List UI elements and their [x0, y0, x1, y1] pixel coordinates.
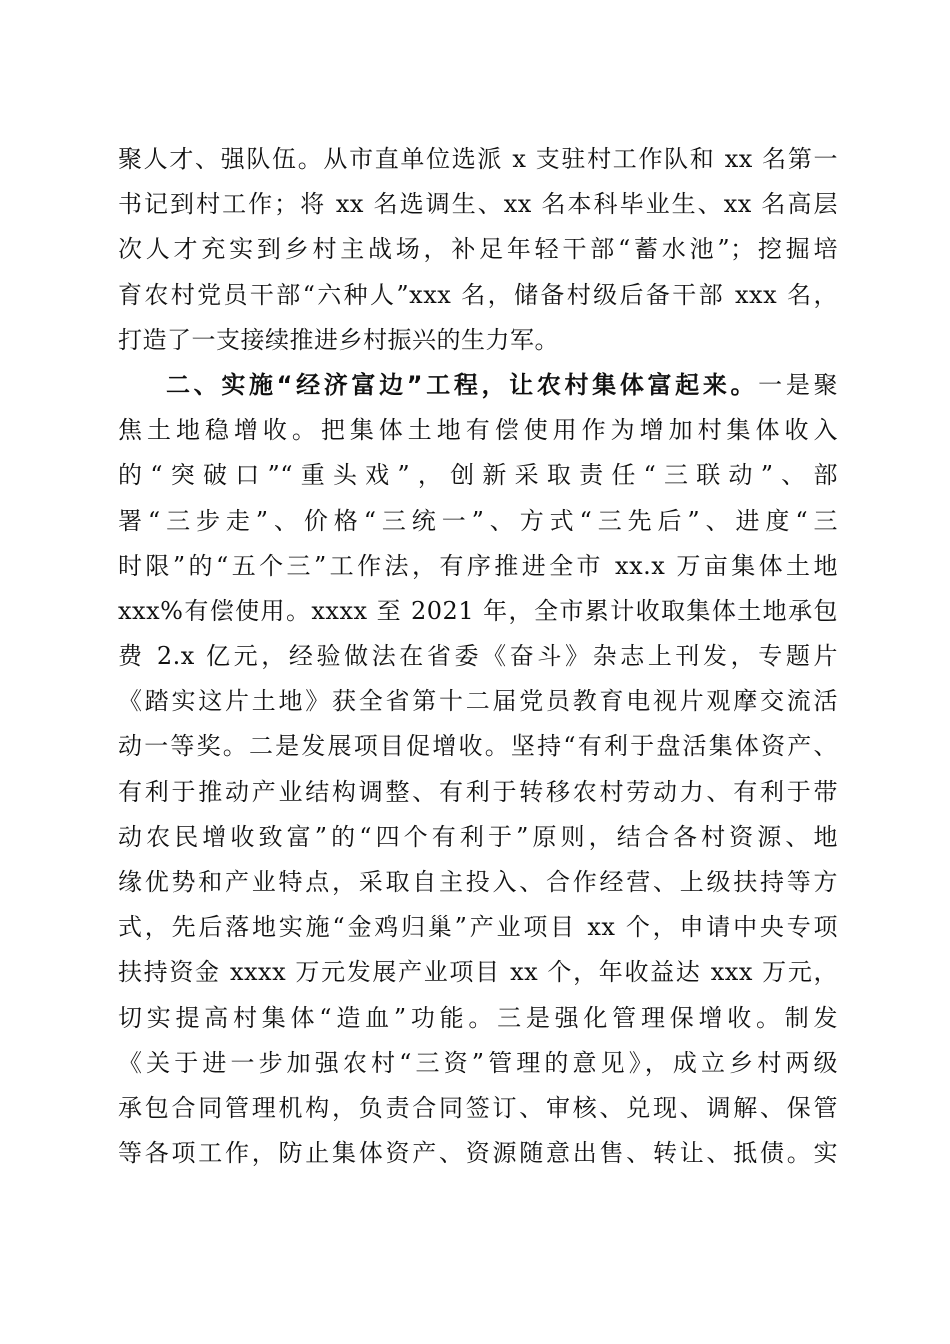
heading-continuation: 一是聚 [758, 370, 838, 399]
text-line: 等各项工作，防止集体资产、资源随意出售、转让、抵债。实 [118, 1139, 838, 1168]
text-line: 署“三步走”、价格“三统一”、方式“三先后”、进度“三 [118, 506, 838, 535]
text-line: 的“突破口”“重头戏”，创新采取责任“三联动”、部 [118, 461, 838, 490]
text-line: 育农村党员干部“六种人”xxx 名，储备村级后备干部 xxx 名， [118, 280, 838, 309]
text-line: 打造了一支接续推进乡村振兴的生力军。 [118, 325, 559, 354]
section-heading-line [118, 363, 838, 408]
text-line: 次人才充实到乡村主战场，补足年轻干部“蓄水池”；挖掘培 [118, 235, 838, 264]
text-line: 扶持资金 xxxx 万元发展产业项目 xx 个，年收益达 xxx 万元， [118, 958, 838, 987]
text-line: 时限”的“五个三”工作法，有序推进全市 xx.x 万亩集体土地 [118, 551, 838, 580]
text-line: 有利于推动产业结构调整、有利于转移农村劳动力、有利于带 [118, 777, 838, 806]
text-line: 承包合同管理机构，负责合同签订、审核、兑现、调解、保管 [118, 1093, 838, 1122]
text-line: 书记到村工作；将 xx 名选调生、xx 名本科毕业生、xx 名高层 [118, 190, 838, 219]
text-line: 式，先后落地实施“金鸡归巢”产业项目 xx 个，申请中央专项 [118, 913, 838, 942]
text-line: xxx%有偿使用。xxxx 至 2021 年，全市累计收取集体土地承包 [118, 596, 838, 625]
text-line: 切实提高村集体“造血”功能。三是强化管理保增收。制发 [118, 1003, 838, 1032]
text-line: 《关于进一步加强农村“三资”管理的意见》，成立乡村两级 [118, 1048, 838, 1077]
text-line: 《踏实这片土地》获全省第十二届党员教育电视片观摩交流活 [118, 687, 838, 716]
text-line: 焦土地稳增收。把集体土地有偿使用作为增加村集体收入 [118, 416, 838, 445]
text-line: 聚人才、强队伍。从市直单位选派 x 支驻村工作队和 xx 名第一 [118, 145, 838, 173]
section-heading: 二、实施“经济富边”工程，让农村集体富起来。 [166, 370, 759, 399]
text-line: 缘优势和产业特点，采取自主投入、合作经营、上级扶持等方 [118, 868, 838, 896]
text-line: 动一等奖。二是发展项目促增收。坚持“有利于盘活集体资产、 [118, 732, 838, 761]
body-text [118, 137, 838, 1176]
text-line: 费 2.x 亿元，经验做法在省委《奋斗》杂志上刊发，专题片 [118, 642, 838, 671]
text-line: 动农民增收致富”的“四个有利于”原则，结合各村资源、地 [118, 822, 838, 851]
